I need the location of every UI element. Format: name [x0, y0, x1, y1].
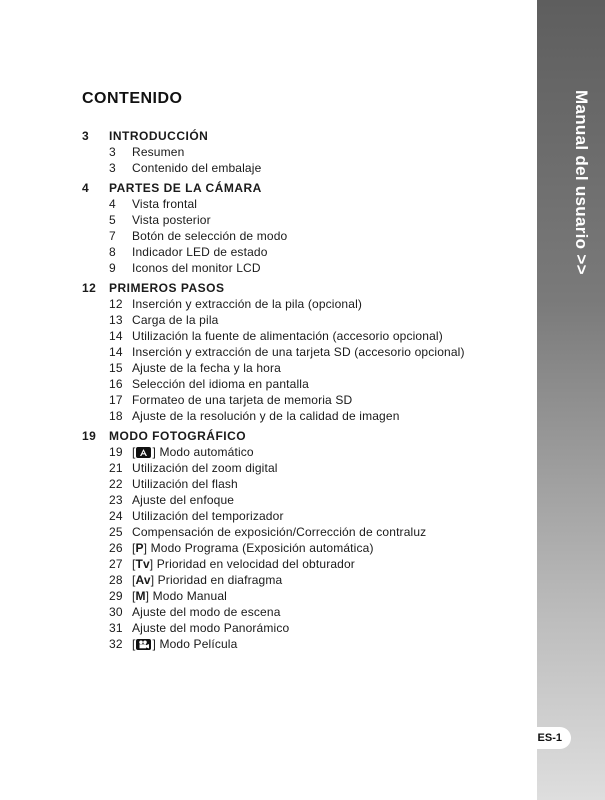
entry-page-number: 15	[109, 361, 123, 375]
bracket-open: [	[132, 557, 136, 571]
mode-label: Tv	[135, 557, 150, 571]
entry-page-number: 29	[109, 589, 123, 603]
entry-page-number: 16	[109, 377, 123, 391]
entry-page-number: 23	[109, 493, 123, 507]
toc-section	[82, 428, 522, 652]
entry-title: Resumen	[132, 145, 185, 159]
toc-entry	[82, 572, 522, 588]
section-page-number: 12	[82, 281, 97, 295]
entry-page-number: 21	[109, 461, 123, 475]
section-title: PARTES DE LA CÁMARA	[109, 181, 262, 195]
page-number: ES-1	[532, 727, 571, 749]
bracket-open: [	[132, 589, 136, 603]
mode-label: M	[135, 589, 146, 603]
entry-title: Carga de la pila	[132, 313, 219, 327]
toc-entry	[82, 344, 522, 360]
entry-text: ] Modo automático	[152, 445, 254, 459]
entry-page-number: 19	[109, 445, 123, 459]
entry-title: Utilización del zoom digital	[132, 461, 278, 475]
auto-mode-icon	[136, 447, 151, 458]
entry-page-number: 8	[109, 245, 116, 259]
section-title: PRIMEROS PASOS	[109, 281, 225, 295]
side-title: Manual del usuario >>	[572, 90, 591, 275]
toc-entry	[82, 508, 522, 524]
toc-entry	[82, 460, 522, 476]
toc-entry	[82, 636, 522, 652]
entry-title: Utilización del temporizador	[132, 509, 284, 523]
entry-text: ] Prioridad en velocidad del obturador	[149, 557, 355, 571]
entry-title: Ajuste del modo de escena	[132, 605, 281, 619]
toc-entry	[82, 196, 522, 212]
section-title: MODO FOTOGRÁFICO	[109, 429, 247, 443]
entry-title: Botón de selección de modo	[132, 229, 288, 243]
entry-page-number: 27	[109, 557, 123, 571]
entry-title: Ajuste de la resolución y de la calidad de imagen	[132, 409, 400, 423]
entry-title: Compensación de exposición/Corrección de contraluz	[132, 525, 427, 539]
toc-entry	[82, 228, 522, 244]
entry-page-number: 22	[109, 477, 123, 491]
toc-entry	[82, 556, 522, 572]
bracket-open: [	[132, 573, 136, 587]
entry-title: Ajuste del modo Panorámico	[132, 621, 290, 635]
entry-title: Ajuste del enfoque	[132, 493, 235, 507]
toc-entry	[82, 160, 522, 176]
entry-page-number: 17	[109, 393, 123, 407]
entry-text: ] Prioridad en diafragma	[150, 573, 283, 587]
entry-page-number: 3	[109, 145, 116, 159]
toc-entry	[82, 376, 522, 392]
toc-entry	[82, 444, 522, 460]
side-band	[537, 0, 605, 800]
entry-page-number: 5	[109, 213, 116, 227]
entry-page-number: 9	[109, 261, 116, 275]
entry-title	[132, 556, 355, 572]
entry-page-number: 18	[109, 409, 123, 423]
entry-page-number: 13	[109, 313, 123, 327]
entry-text: ] Modo Programa (Exposición automática)	[143, 541, 374, 555]
section-page-number: 4	[82, 181, 90, 195]
entry-page-number: 14	[109, 329, 123, 343]
entry-page-number: 26	[109, 541, 123, 555]
mode-label: P	[135, 541, 144, 555]
entry-page-number: 31	[109, 621, 123, 635]
toc-entry	[82, 296, 522, 312]
toc-section	[82, 128, 522, 176]
toc-sections	[82, 128, 522, 652]
toc-entry	[82, 588, 522, 604]
toc-entry	[82, 604, 522, 620]
entry-text: ] Modo Manual	[145, 589, 227, 603]
entry-title	[132, 444, 254, 460]
entry-title	[132, 588, 227, 604]
toc-entry	[82, 360, 522, 376]
entry-page-number: 7	[109, 229, 116, 243]
entry-title	[132, 540, 374, 556]
mode-label: Av	[135, 573, 151, 587]
bracket-open: [	[132, 445, 136, 459]
section-page-number: 3	[82, 129, 90, 143]
entry-title: Contenido del embalaje	[132, 161, 262, 175]
toc-entry	[82, 524, 522, 540]
entry-page-number: 25	[109, 525, 123, 539]
entry-title	[132, 636, 237, 652]
toc-section	[82, 180, 522, 276]
bracket-open: [	[132, 637, 136, 651]
toc-entry	[82, 144, 522, 160]
entry-page-number: 24	[109, 509, 123, 523]
entry-title: Inserción y extracción de la pila (opcional)	[132, 297, 363, 311]
table-of-contents	[82, 90, 522, 656]
section-heading	[82, 280, 522, 296]
toc-entry	[82, 540, 522, 556]
entry-title: Inserción y extracción de una tarjeta SD (accesorio opcional)	[132, 345, 465, 359]
entry-title: Ajuste de la fecha y la hora	[132, 361, 281, 375]
section-heading	[82, 180, 522, 196]
section-heading	[82, 428, 522, 444]
section-title: INTRODUCCIÓN	[109, 129, 209, 143]
entry-title: Utilización la fuente de alimentación (accesorio opcional)	[132, 329, 443, 343]
entry-page-number: 32	[109, 637, 123, 651]
entry-title: Vista frontal	[132, 197, 198, 211]
entry-title: Formateo de una tarjeta de memoria SD	[132, 393, 353, 407]
toc-entry	[82, 476, 522, 492]
toc-entry	[82, 620, 522, 636]
entry-page-number: 30	[109, 605, 123, 619]
bracket-open: [	[132, 541, 136, 555]
entry-title: Indicador LED de estado	[132, 245, 268, 259]
entry-text: ] Modo Película	[152, 637, 238, 651]
entry-title	[132, 572, 282, 588]
entry-page-number: 14	[109, 345, 123, 359]
movie-camera-icon	[136, 639, 151, 650]
entry-title: Vista posterior	[132, 213, 211, 227]
toc-entry	[82, 392, 522, 408]
section-page-number: 19	[82, 429, 97, 443]
toc-entry	[82, 244, 522, 260]
entry-title: Selección del idioma en pantalla	[132, 377, 309, 391]
section-heading	[82, 128, 522, 144]
toc-section	[82, 280, 522, 424]
entry-page-number: 3	[109, 161, 116, 175]
toc-entry	[82, 408, 522, 424]
entry-page-number: 4	[109, 197, 116, 211]
entry-title: Utilización del flash	[132, 477, 238, 491]
toc-entry	[82, 492, 522, 508]
toc-entry	[82, 328, 522, 344]
toc-entry	[82, 312, 522, 328]
toc-entry	[82, 260, 522, 276]
toc-entry	[82, 212, 522, 228]
entry-title: Iconos del monitor LCD	[132, 261, 261, 275]
entry-page-number: 12	[109, 297, 123, 311]
page-title: CONTENIDO	[82, 90, 183, 107]
entry-page-number: 28	[109, 573, 123, 587]
